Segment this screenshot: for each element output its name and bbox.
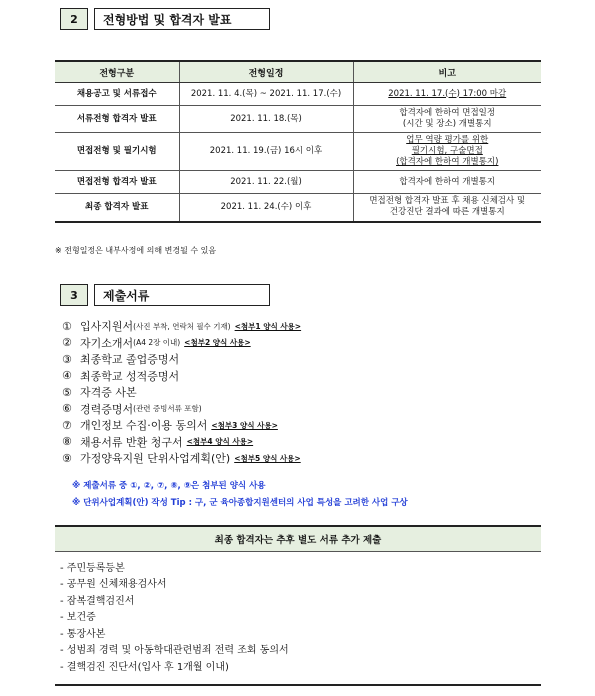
item-text: 자격증 사본	[80, 386, 137, 400]
list-item: - 잠복결핵검진서	[60, 595, 135, 607]
schedule-cell: 2021. 11. 19.(금) 16시 이후	[179, 133, 353, 171]
section-3-header	[60, 284, 270, 306]
stage-cell: 면접전형 및 필기시험	[55, 133, 179, 171]
item-detail: (사진 부착, 연락처 필수 기재)	[133, 321, 231, 331]
item-number: ⑤	[62, 385, 72, 399]
item-number: ④	[62, 369, 72, 383]
stage-cell: 채용공고 및 서류접수	[55, 83, 179, 106]
item-detail: (관련 증빙서류 포함)	[133, 404, 202, 414]
remark-line: 필기시험, 구술면접	[411, 146, 483, 156]
list-item	[62, 351, 301, 368]
list-item	[62, 401, 301, 418]
item-number: ①	[62, 319, 72, 333]
item-detail: (A4 2장 이내)	[133, 338, 181, 348]
item-number: ⑦	[62, 418, 72, 432]
form-tag: <첨부3 양식 사용>	[211, 420, 278, 430]
table-row	[55, 133, 541, 171]
schedule-cell: 2021. 11. 4.(목) ~ 2021. 11. 17.(수)	[179, 83, 353, 106]
table-row	[55, 106, 541, 133]
remark-line: 2021. 11. 17.(수) 17:00 마감	[388, 88, 507, 99]
table-row	[55, 194, 541, 222]
schedule-cell: 2021. 11. 22.(월)	[179, 171, 353, 194]
list-item	[62, 434, 301, 451]
item-number: ⑥	[62, 402, 72, 416]
item-text: 입사지원서	[80, 320, 134, 334]
remark-line: (합격자에 한하여 개별통지)	[396, 157, 499, 167]
form-usage-note: ※ 제출서류 중 ①, ②, ⑦, ⑧, ⑨은 첨부된 양식 사용	[72, 481, 266, 491]
schedule-cell: 2021. 11. 18.(목)	[179, 106, 353, 133]
section-2-header	[60, 8, 270, 30]
list-item	[62, 368, 301, 385]
list-item	[62, 417, 301, 434]
item-number: ⑨	[62, 451, 72, 465]
stage-cell: 면접전형 합격자 발표	[55, 171, 179, 194]
item-number: ②	[62, 336, 72, 350]
remark-line: 합격자에 한하여 면접일정	[399, 108, 496, 118]
list-item: - 보건증	[60, 612, 96, 624]
stage-cell: 최종 합격자 발표	[55, 194, 179, 222]
remark-cell	[353, 194, 541, 222]
remark-line: 업무 역량 평가를 위한	[406, 135, 489, 145]
section-title: 전형방법 및 합격자 발표	[94, 8, 270, 30]
remark-cell: 합격자에 한하여 개별통지	[353, 171, 541, 194]
list-item: - 주민등록등본	[60, 562, 125, 574]
list-item: - 결핵검진 진단서(입사 후 1개월 이내)	[60, 661, 229, 673]
table-header-row	[55, 61, 541, 83]
item-number: ⑧	[62, 435, 72, 449]
remark-line: 건강진단 결과에 따른 개별통지	[389, 207, 505, 218]
stage-cell: 서류전형 합격자 발표	[55, 106, 179, 133]
schedule-table	[55, 60, 541, 223]
section-title: 제출서류	[94, 284, 270, 306]
final-docs-banner: 최종 합격자는 추후 별도 서류 추가 제출	[55, 525, 541, 552]
remark-line: 면접전형 합격자 발표 후 채용 신체검사 및	[369, 196, 526, 207]
plan-tip-note: ※ 단위사업계획(안) 작성 Tip : 구, 군 육아종합지원센터의 사업 특성을 고려한 사업 구상	[72, 498, 408, 508]
item-text: 최종학교 성적증명서	[80, 369, 180, 383]
item-text: 가정양육지원 단위사업계획(안)	[80, 452, 231, 466]
remark-line: (시간 및 장소) 개별통지	[402, 119, 492, 129]
form-tag: <첨부4 양식 사용>	[186, 437, 254, 447]
schedule-cell: 2021. 11. 24.(수) 이후	[179, 194, 353, 222]
section-number: 3	[60, 284, 88, 306]
final-docs-list	[60, 558, 289, 674]
form-tag: <첨부5 양식 사용>	[234, 453, 301, 463]
item-text: 자기소개서	[80, 336, 134, 350]
remark-cell	[353, 106, 541, 133]
remark-cell	[353, 83, 541, 106]
list-item	[62, 450, 301, 467]
item-text: 경력증명서	[80, 402, 134, 416]
item-number: ③	[62, 352, 72, 366]
section-number: 2	[60, 8, 88, 30]
document-list	[62, 318, 301, 467]
remark-cell	[353, 133, 541, 171]
col-header-schedule: 전형일정	[179, 61, 353, 83]
list-item	[62, 318, 301, 335]
table-row	[55, 171, 541, 194]
item-text: 최종학교 졸업증명서	[80, 353, 180, 367]
bottom-divider	[55, 684, 541, 686]
col-header-stage: 전형구분	[55, 61, 179, 83]
list-item: - 통장사본	[60, 628, 106, 640]
item-text: 채용서류 반환 청구서	[80, 435, 183, 449]
table-row	[55, 83, 541, 106]
schedule-note: ※ 전형일정은 내부사정에 의해 변경될 수 있음	[55, 246, 217, 255]
list-item	[62, 335, 301, 352]
form-tag: <첨부2 양식 사용>	[184, 338, 251, 348]
list-item: - 성범죄 경력 및 아동학대관련범죄 전력 조회 동의서	[60, 645, 289, 657]
list-item: - 공무원 신체채용검사서	[60, 579, 167, 591]
form-tag: <첨부1 양식 사용>	[234, 321, 302, 331]
col-header-remark: 비고	[353, 61, 541, 83]
item-text: 개인정보 수집·이용 동의서	[80, 419, 208, 433]
list-item	[62, 384, 301, 401]
